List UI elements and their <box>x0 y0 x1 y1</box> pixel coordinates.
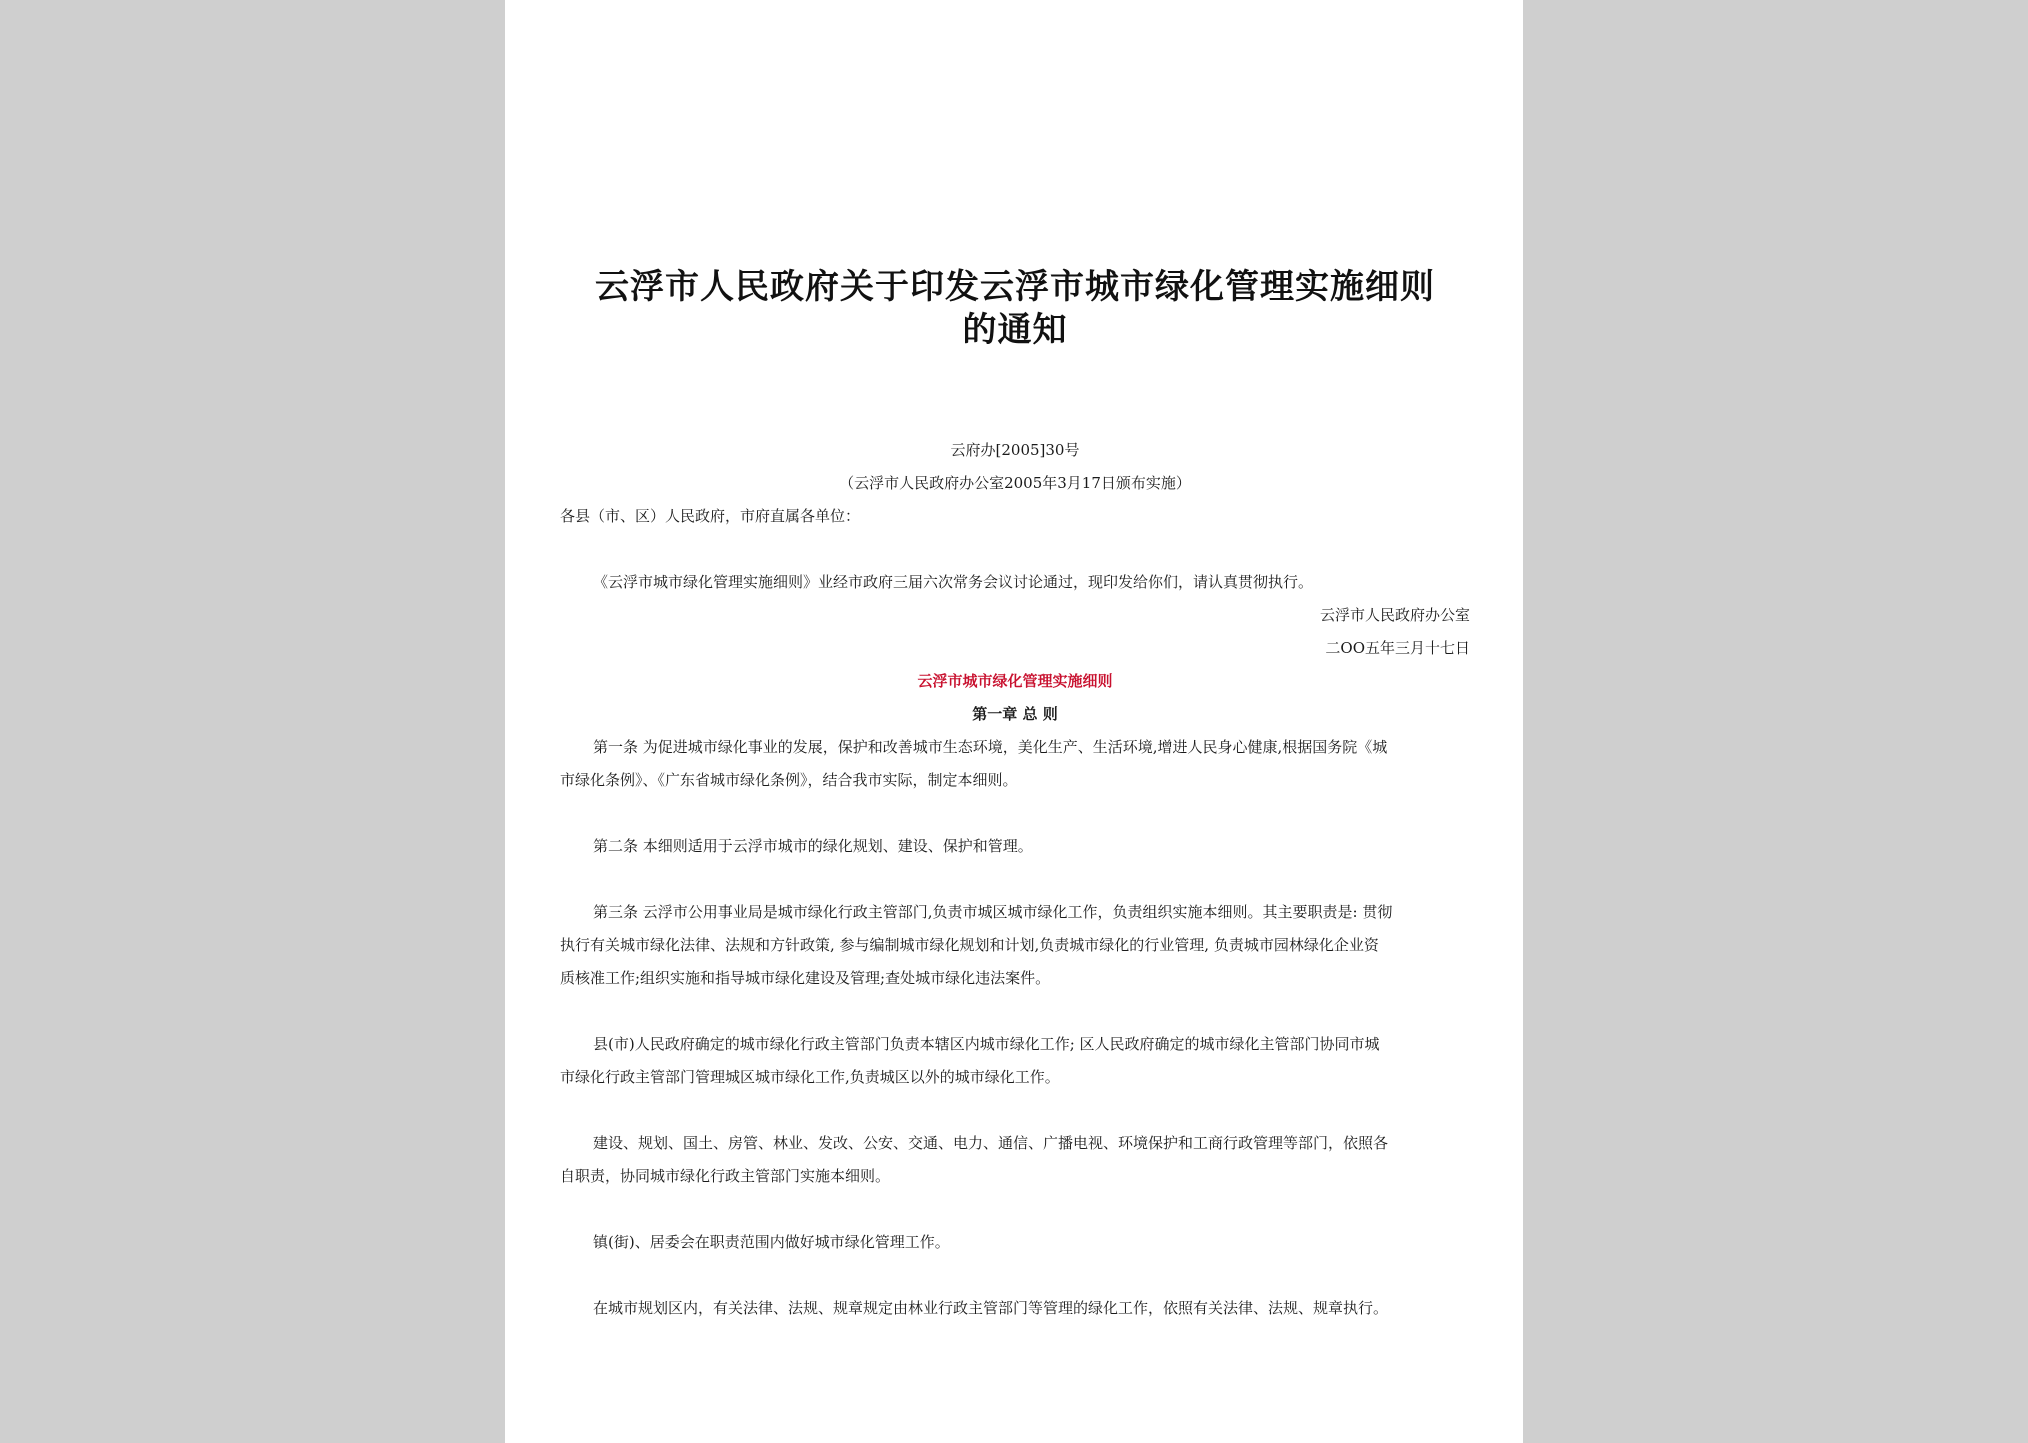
regulation-title: 云浮市城市绿化管理实施细则 <box>917 672 1113 690</box>
addressee: 各县（市、区）人民政府，市府直属各单位： <box>560 507 861 525</box>
document-number: 云府办[2005]30号 <box>950 441 1080 459</box>
paragraph-4-line-2: 市绿化行政主管部门管理城区城市绿化工作,负责城区以外的城市绿化工作。 <box>560 1068 1060 1086</box>
issue-date: 二OO五年三月十七日 <box>1325 639 1470 657</box>
document-title-line-2: 的通知 <box>962 310 1068 350</box>
chapter-title: 第一章 总 则 <box>972 705 1058 723</box>
article-1-line-1: 第一条 为促进城市绿化事业的发展，保护和改善城市生态环境，美化生产、生活环境,增进人民身心健康,根据国务院《城 <box>593 738 1388 756</box>
document-page <box>505 0 1523 1443</box>
paragraph-6: 镇(街)、居委会在职责范围内做好城市绿化管理工作。 <box>593 1233 950 1251</box>
paragraph-4-line-1: 县(市)人民政府确定的城市绿化行政主管部门负责本辖区内城市绿化工作; 区人民政府确定的城市绿化主管部门协同市城 <box>593 1035 1380 1053</box>
intro-paragraph: 《云浮市城市绿化管理实施细则》业经市政府三届六次常务会议讨论通过，现印发给你们，请认真贯彻执行。 <box>593 573 1314 591</box>
document-title-line-1: 云浮市人民政府关于印发云浮市城市绿化管理实施细则 <box>595 267 1435 307</box>
paragraph-5-line-1: 建设、规划、国土、房管、林业、发改、公安、交通、电力、通信、广播电视、环境保护和工商行政管理等部门，依照各 <box>593 1134 1389 1152</box>
article-2: 第二条 本细则适用于云浮市城市的绿化规划、建设、保护和管理。 <box>593 837 1033 855</box>
article-3-line-3: 质核准工作;组织实施和指导城市绿化建设及管理;查处城市绿化违法案件。 <box>560 969 1051 987</box>
article-3-line-2: 执行有关城市绿化法律、法规和方针政策, 参与编制城市绿化规划和计划,负责城市绿化的行业管理, 负责城市园林绿化企业资 <box>560 936 1379 954</box>
issued-note: （云浮市人民政府办公室2005年3月17日颁布实施） <box>839 474 1191 492</box>
article-3-line-1: 第三条 云浮市公用事业局是城市绿化行政主管部门,负责市城区城市绿化工作，负责组织实施本细则。其主要职责是: 贯彻 <box>593 903 1393 921</box>
signatory: 云浮市人民政府办公室 <box>1319 606 1470 624</box>
paragraph-5-line-2: 自职责，协同城市绿化行政主管部门实施本细则。 <box>560 1167 891 1185</box>
article-1-line-2: 市绿化条例》、《广东省城市绿化条例》，结合我市实际，制定本细则。 <box>560 771 1018 789</box>
paragraph-7: 在城市规划区内，有关法律、法规、规章规定由林业行政主管部门等管理的绿化工作，依照有关法律、法规、规章执行。 <box>593 1299 1389 1317</box>
